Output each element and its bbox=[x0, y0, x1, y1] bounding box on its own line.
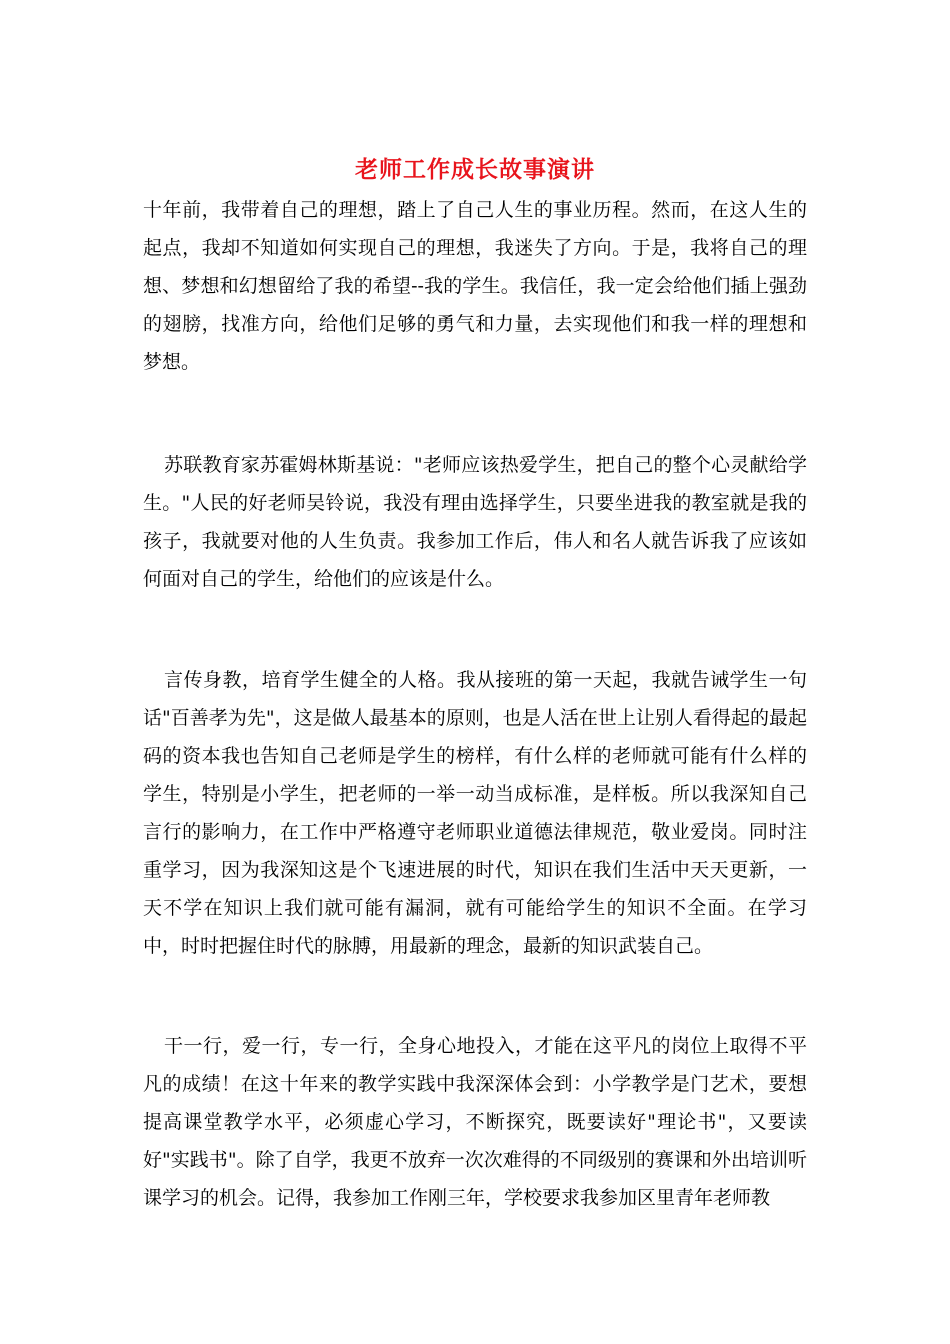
paragraph-2: 苏联教育家苏霍姆林斯基说："老师应该热爱学生，把自己的整个心灵献给学生。"人民的好老师吴铃说，我没有理由选择学生，只要坐进我的教室就是我的孩子，我就要对他的人生负责。我参加工作后，伟人和名人就告诉我了应该如何面对自己的学生，给他们的应该是什么。 bbox=[143, 454, 807, 590]
document-title: 老师工作成长故事演讲 bbox=[355, 156, 595, 183]
paragraph-1: 十年前，我带着自己的理想，踏上了自己人生的事业历程。然而，在这人生的起点，我却不知道如何实现自己的理想，我迷失了方向。于是，我将自己的理想、梦想和幻想留给了我的希望--我的学生。我信任，我一定会给他们插上强劲的翅膀，找准方向，给他们足够的勇气和力量，去实现他们和我一样的理想和梦想。 bbox=[143, 199, 807, 373]
paragraph-4: 干一行，爱一行，专一行，全身心地投入，才能在这平凡的岗位上取得不平凡的成绩！在这十年来的教学实践中我深深体会到：小学教学是门艺术，要想提高课堂教学水平，必须虚心学习，不断探究，既要读好"理论书"，又要读好"实践书"。除了自学，我更不放弃一次次难得的不同级别的赛课和外出培训听课学习的机会。记得，我参加工作刚三年，学校要求我参加区里青年老师教 bbox=[143, 1035, 807, 1209]
paragraph-3: 言传身教，培育学生健全的人格。我从接班的第一天起，我就告诫学生一句话"百善孝为先"，这是做人最基本的原则，也是人活在世上让别人看得起的最起码的资本我也告知自己老师是学生的榜样，有什么样的老师就可能有什么样的学生，特别是小学生，把老师的一举一动当成标准，是样板。所以我深知自己言行的影响力，在工作中严格遵守老师职业道德法律规范，敬业爱岗。同时注重学习，因为我深知这是个飞速进展的时代，知识在我们生活中天天更新，一天不学在知识上我们就可能有漏洞，就有可能给学生的知识不全面。在学习中，时时把握住时代的脉膊，用最新的理念，最新的知识武装自己。 bbox=[143, 669, 807, 957]
